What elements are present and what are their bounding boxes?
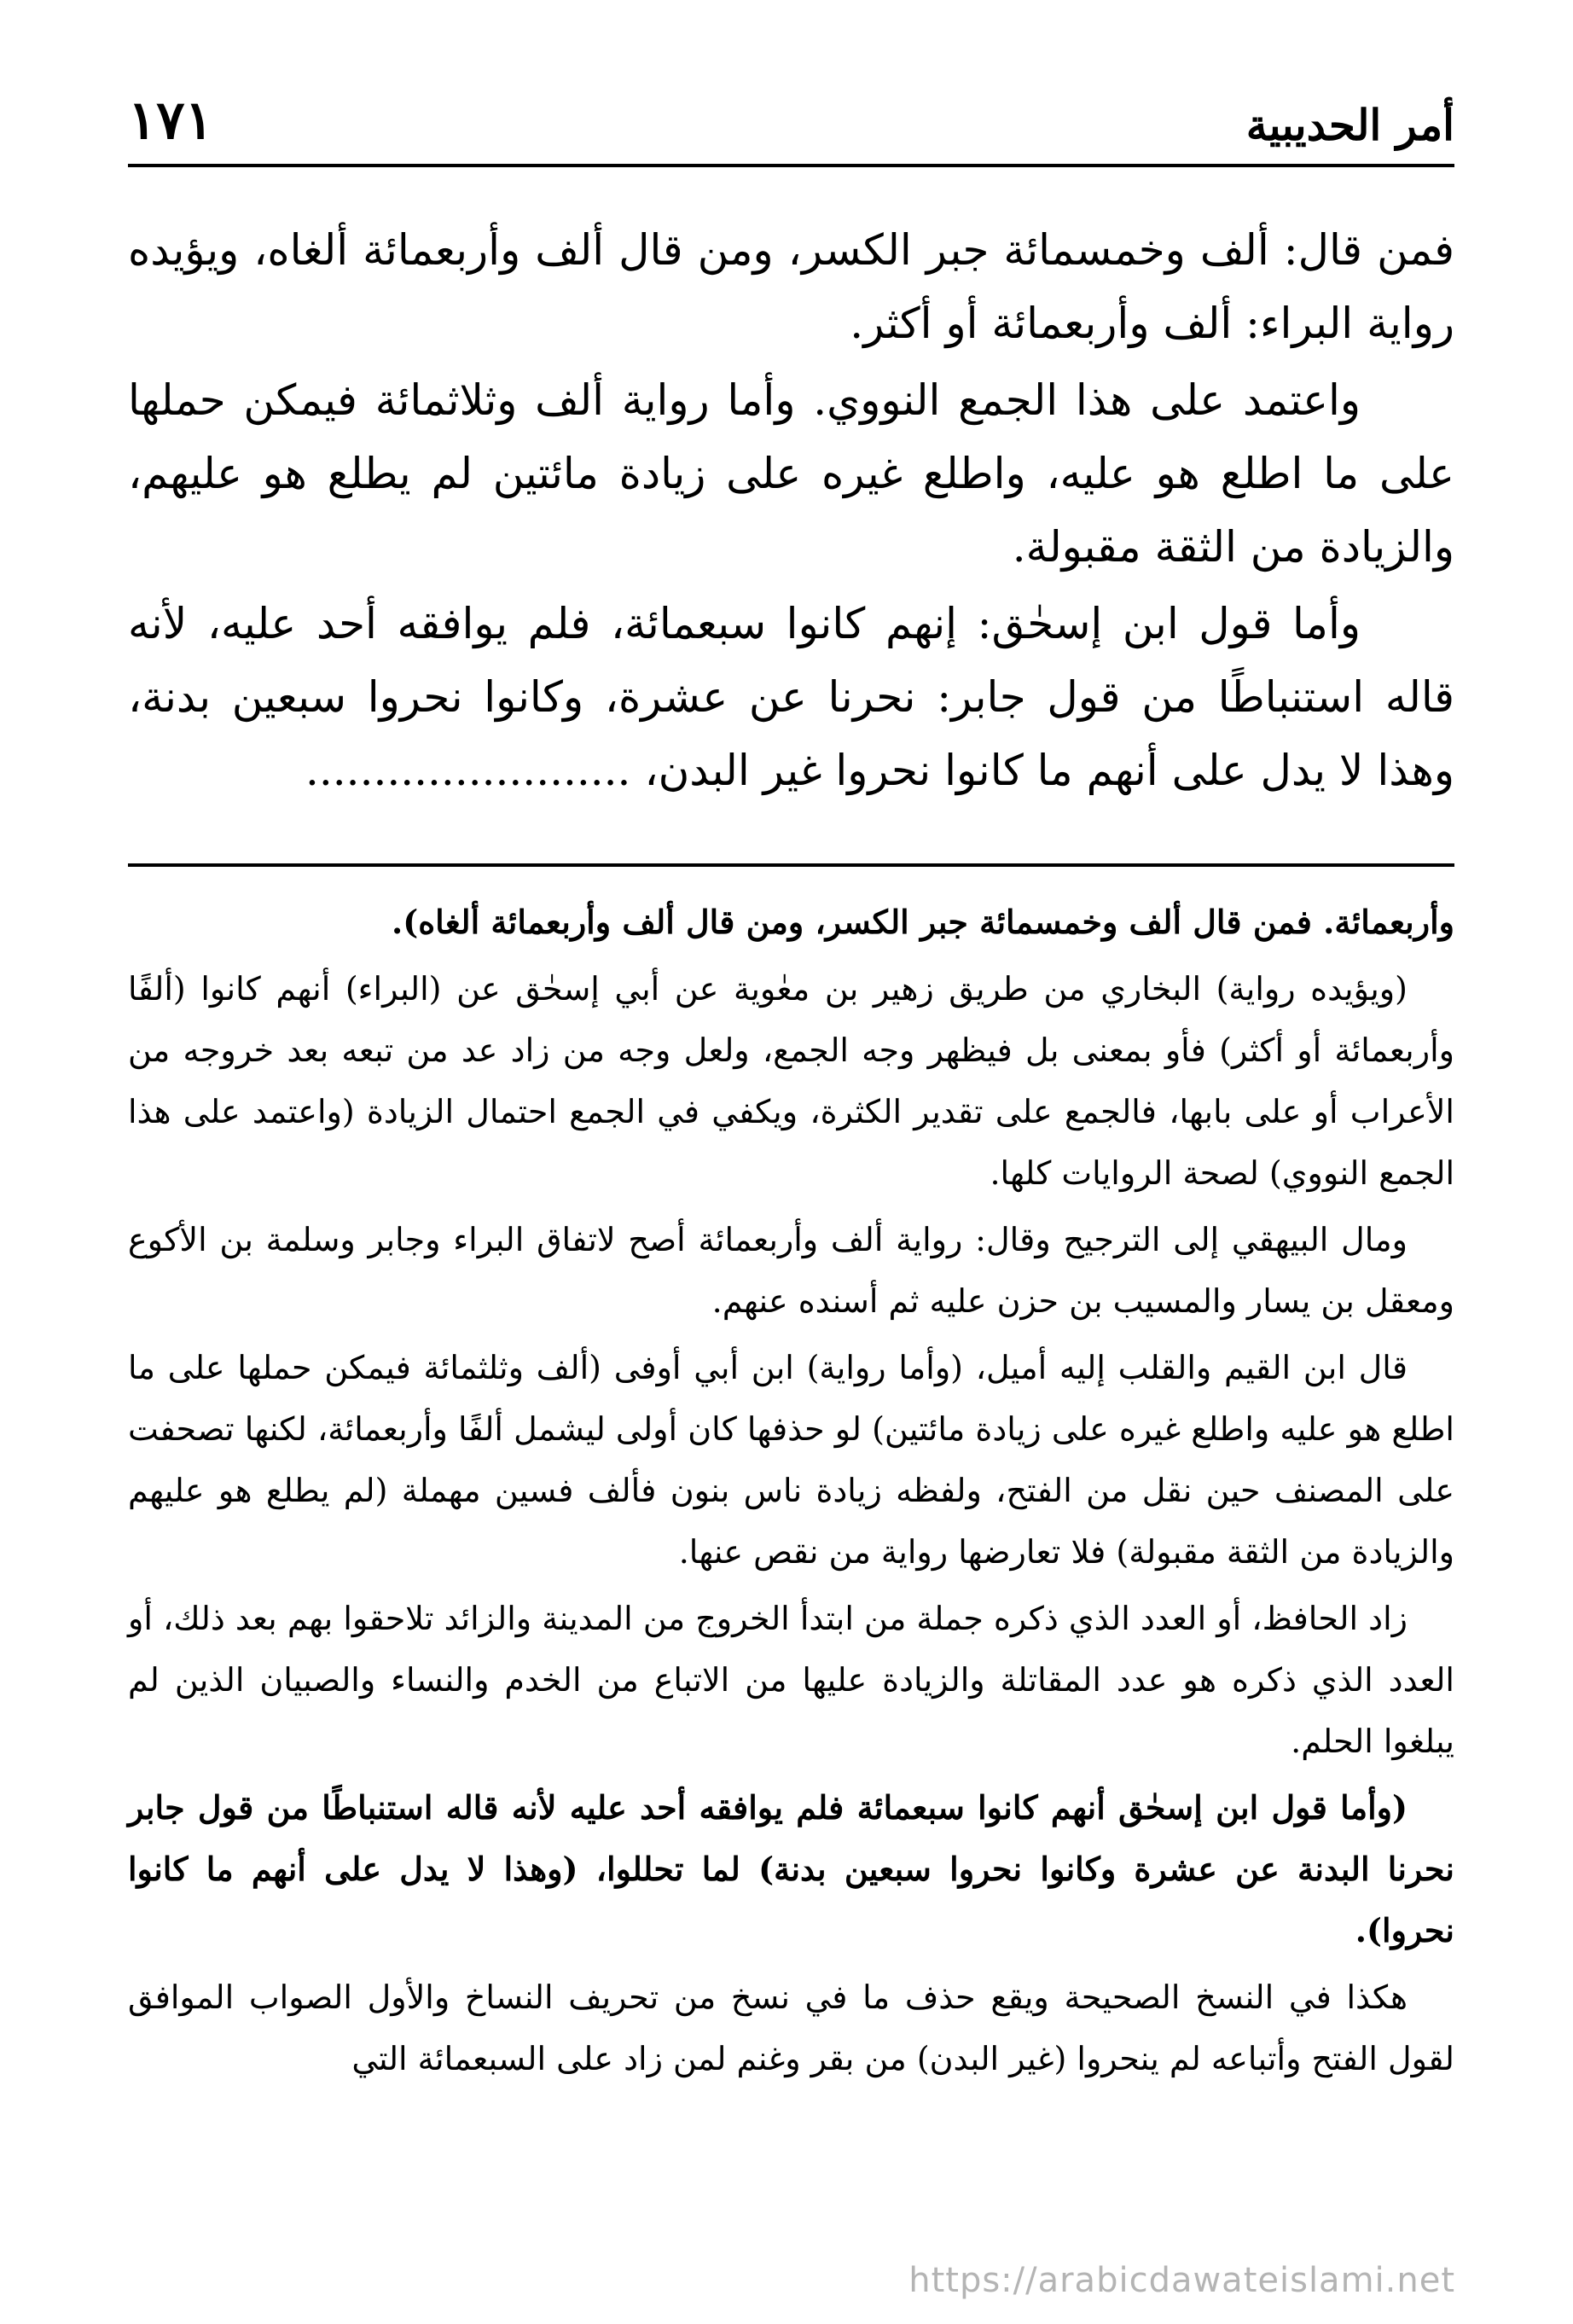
footnote-separator bbox=[128, 863, 1454, 867]
main-paragraph-3-text: وأما قول ابن إسحٰق: إنهم كانوا سبعمائة، فلم يوافقه أحد عليه، لأنه قاله استنباطًا من قول جابر: نحرنا عن عشرة، وكانوا نحروا سبعين بدنة، وهذا لا يدل على أنهم ما كانوا نحروا غير البدن، bbox=[128, 599, 1454, 795]
page-number: ١٧١ bbox=[128, 89, 213, 151]
watermark-url: https://arabicdawateislami.net bbox=[908, 2261, 1455, 2300]
note-paragraph-3: ومال البيهقي إلى الترجيح وقال: رواية ألف وأربعمائة أصح لاتفاق البراء وجابر وسلمة بن الأكوع ومعقل بن يسار والمسيب بن حزن عليه ثم أسنده عنهم. bbox=[128, 1221, 1454, 1320]
note-paragraph-7: هكذا في النسخ الصحيحة ويقع حذف ما في نسخ من تحريف النساخ والأول الصواب الموافق لقول الفتح وأتباعه لم ينحروا (غير البدن) من بقر وغنم لمن زاد على السبعمائة التي bbox=[128, 1978, 1454, 2077]
note-6-text: (وأما قول ابن إسحٰق أنهم كانوا سبعمائة فلم يوافقه أحد عليه لأنه قاله استنباطًا من قول جابر نحرنا البدنة عن عشرة وكانوا نحروا سبعين بدنة) لما تحللوا، (وهذا لا يدل على أنهم ما كانوا نحروا). bbox=[128, 1788, 1454, 1949]
main-paragraph-1: فمن قال: ألف وخمسمائة جبر الكسر، ومن قال ألف وأربعمائة ألغاه، ويؤيده رواية البراء: ألف وأربعمائة أو أكثر. bbox=[128, 225, 1454, 348]
commentary-notes bbox=[128, 892, 1454, 2095]
page-header bbox=[128, 85, 1454, 167]
main-text bbox=[128, 213, 1454, 810]
note-paragraph-5: زاد الحافظ، أو العدد الذي ذكره جملة من ابتدأ الخروج من المدينة والزائد تلاحقوا بهم بعد ذلك، أو العدد الذي ذكره هو عدد المقاتلة والزيادة عليها من الاتباع من الخدم والنساء والصبيان الذين لم يبلغوا الحلم. bbox=[128, 1600, 1454, 1760]
note-paragraph-2: (ويؤيده رواية) البخاري من طريق زهير بن معٰوية عن أبي إسحٰق عن (البراء) أنهم كانوا (ألفًا وأربعمائة أو أكثر) فأو بمعنى بل فيظهر وجه الجمع، ولعل وجه من زاد عد من تبعه بعد خروجه من الأعراب أو على بابها، فالجمع على تقدير الكثرة، ويكفي في الجمع احتمال الزيادة (واعتمد على هذا الجمع النووي) لصحة الروايات كلها. bbox=[128, 970, 1454, 1192]
note-1-text: وأربعمائة. فمن قال ألف وخمسمائة جبر الكسر، ومن قال ألف وأربعمائة ألغاه). bbox=[392, 903, 1454, 941]
note-paragraph-1 bbox=[128, 892, 1454, 953]
note-paragraph-6 bbox=[128, 1777, 1454, 1961]
running-title: أمر الحديبية bbox=[1245, 100, 1454, 150]
main-paragraph-2: واعتمد على هذا الجمع النووي. وأما رواية ألف وثلاثمائة فيمكن حملها على ما اطلع هو عليه، واطلع غيره على زيادة مائتين لم يطلع هو عليهم، والزيادة من الثقة مقبولة. bbox=[128, 375, 1454, 572]
book-page bbox=[128, 85, 1454, 2235]
main-paragraph-3 bbox=[128, 587, 1454, 807]
ellipsis-dots: ........................ bbox=[305, 746, 631, 795]
note-paragraph-4: قال ابن القيم والقلب إليه أميل، (وأما رواية) ابن أبي أوفى (ألف وثلثمائة فيمكن حملها على ما اطلع هو عليه واطلع غيره على زيادة مائتين) لو حذفها كان أولى ليشمل ألفًا وأربعمائة، لكنها تصحفت على المصنف حين نقل من الفتح، ولفظه زيادة ناس بنون فألف فسين مهملة (لم يطلع هو عليهم والزيادة من الثقة مقبولة) فلا تعارضها رواية من نقص عنها. bbox=[128, 1349, 1454, 1571]
